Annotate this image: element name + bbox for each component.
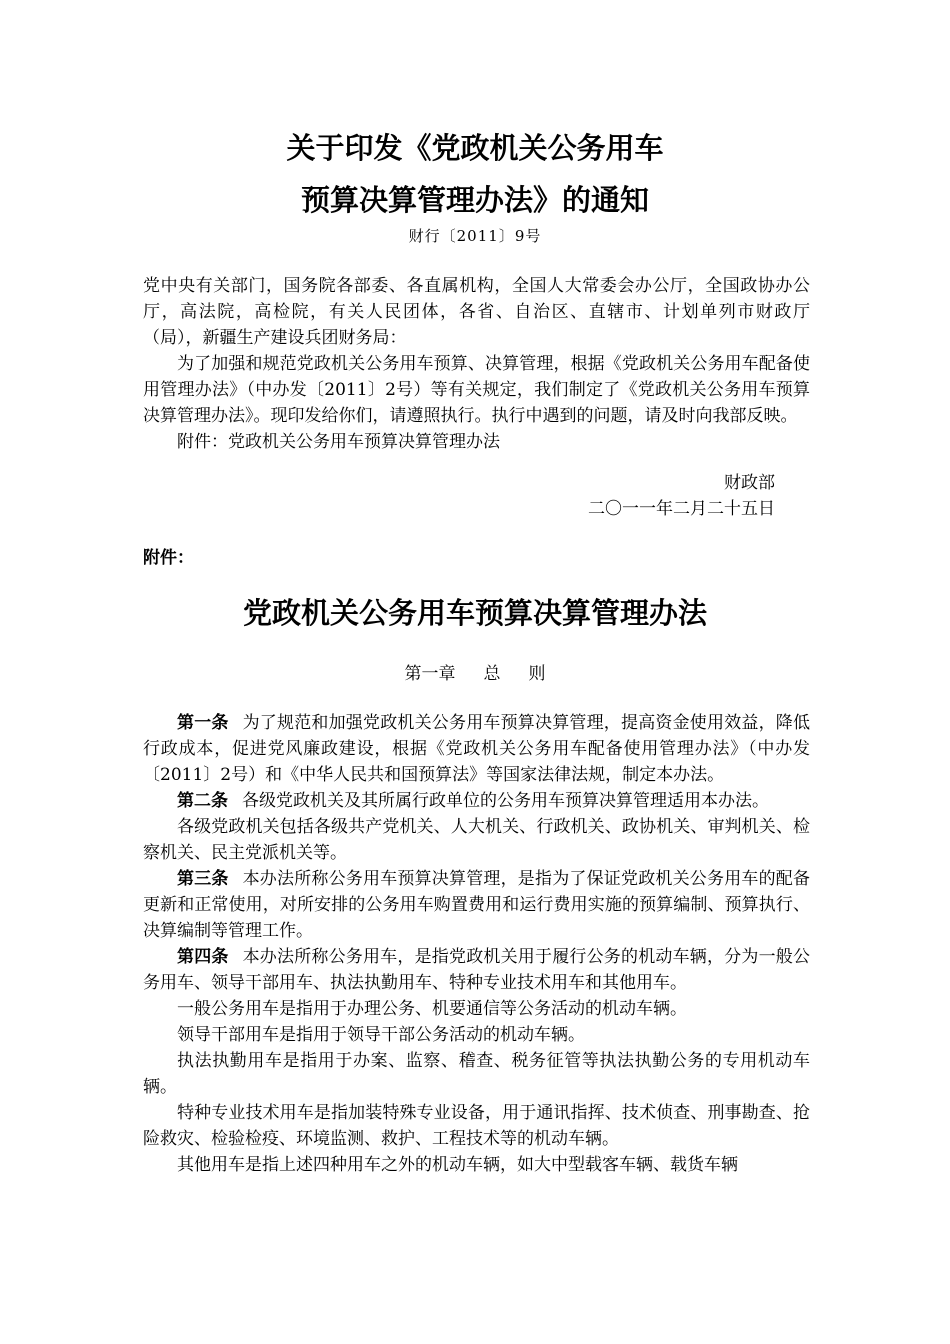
signer: 财政部: [724, 473, 775, 493]
notice-body: [143, 273, 810, 455]
article-label: 第四条: [177, 947, 229, 967]
article-label: 第三条: [177, 869, 229, 889]
attachment-line: 附件：党政机关公务用车预算决算管理办法: [177, 432, 500, 452]
chapter-name-part1: 总: [483, 664, 501, 684]
article-text: 本办法所称公务用车，是指党政机关用于履行公务的机动车辆，分为一般公务用车、领导干部用车、执法执勤用车、特种专业技术用车和其他用车。: [143, 947, 811, 993]
notice-title-line1: 关于印发《党政机关公务用车: [286, 131, 664, 165]
article-paragraph: [143, 788, 810, 814]
article-paragraph: [143, 866, 810, 944]
articles: [143, 710, 810, 1178]
article-label: 第一条: [177, 713, 229, 733]
article-label: 第二条: [177, 791, 228, 811]
chapter-name-part2: 则: [528, 664, 546, 684]
article-paragraph: [143, 944, 810, 996]
notice-paragraph: 为了加强和规范党政机关公务用车预算、决算管理，根据《党政机关公务用车配备使用管理办法》（中办发〔2011〕2号）等有关规定，我们制定了《党政机关公务用车预算决算管理办法》。现印发给你们，请遵照执行。执行中遇到的问题，请及时向我部反映。: [143, 354, 810, 426]
regulation-title: 党政机关公务用车预算决算管理办法: [242, 596, 707, 630]
issue-date: 二〇一一年二月二十五日: [588, 499, 775, 519]
document-number: 财行〔2011〕9号: [408, 227, 542, 245]
article-paragraph: 各级党政机关包括各级共产党机关、人大机关、行政机关、政协机关、审判机关、检察机关、民主党派机关等。: [143, 817, 810, 863]
notice-title-line2: 预算决算管理办法》的通知: [300, 183, 649, 217]
attachment-label: 附件：: [143, 548, 194, 568]
article-paragraph: 其他用车是指上述四种用车之外的机动车辆，如大中型载客车辆、载货车辆: [177, 1155, 738, 1175]
article-text: 各级党政机关及其所属行政单位的公务用车预算决算管理适用本办法。: [242, 791, 769, 811]
article-paragraph: 一般公务用车是指用于办理公务、机要通信等公务活动的机动车辆。: [177, 999, 687, 1019]
chapter-number: 第一章: [404, 664, 456, 684]
article-text: 本办法所称公务用车预算决算管理，是指为了保证党政机关公务用车的配备更新和正常使用，对所安排的公务用车购置费用和运行费用实施的预算编制、预算执行、决算编制等管理工作。: [143, 869, 811, 941]
chapter-heading: [0, 661, 950, 687]
article-paragraph: 特种专业技术用车是指加装特殊专业设备，用于通讯指挥、技术侦查、刑事勘查、抢险救灾、检验检疫、环境监测、救护、工程技术等的机动车辆。: [143, 1103, 810, 1149]
article-paragraph: 执法执勤用车是指用于办案、监察、稽查、税务征管等执法执勤公务的专用机动车辆。: [143, 1051, 810, 1097]
article-text: 为了规范和加强党政机关公务用车预算决算管理，提高资金使用效益，降低行政成本，促进党风廉政建设，根据《党政机关公务用车配备使用管理办法》（中办发〔2011〕2号）和《中华人民共和国预算法》等国家法律法规，制定本办法。: [143, 713, 811, 785]
article-paragraph: 领导干部用车是指用于领导干部公务活动的机动车辆。: [177, 1025, 585, 1045]
addressee: 党中央有关部门，国务院各部委、各直属机构，全国人大常委会办公厅，全国政协办公厅，高法院，高检院，有关人民团体，各省、自治区、直辖市、计划单列市财政厅（局），新疆生产建设兵团财务局：: [143, 276, 810, 348]
article-paragraph: [143, 710, 810, 788]
